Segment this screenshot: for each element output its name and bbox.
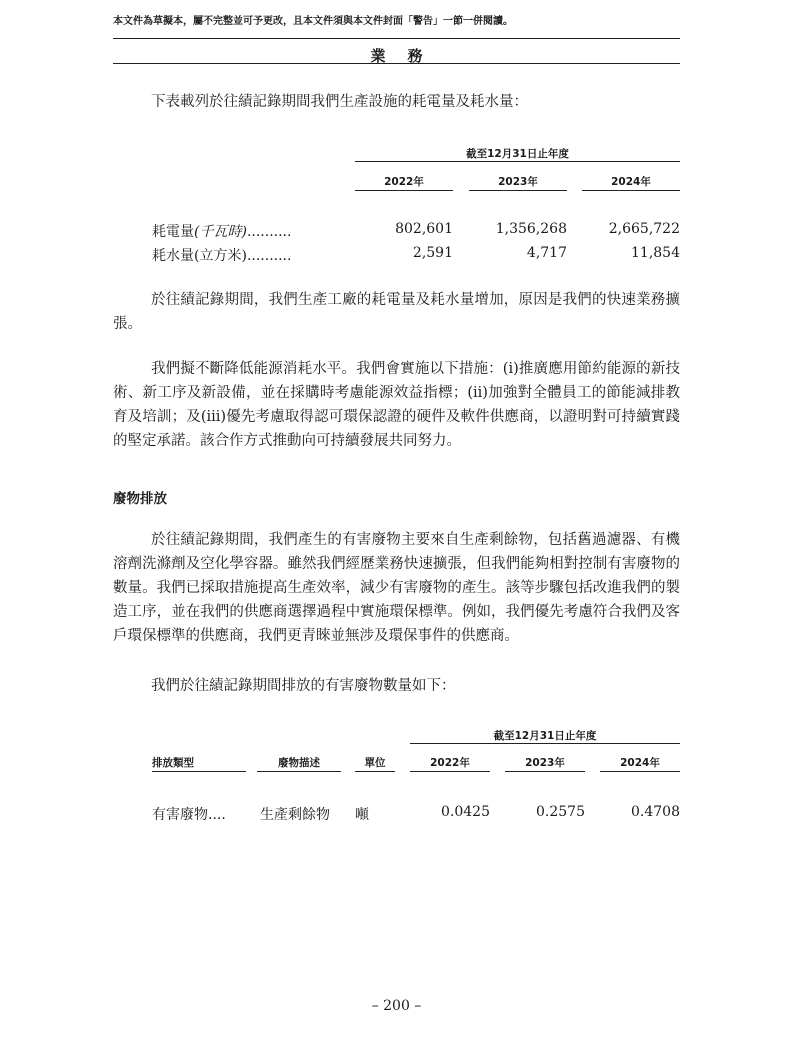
unit-value: 噸: [355, 807, 369, 823]
waste-heading: 廢物排放: [113, 491, 167, 507]
paragraph-energy-measures: 我們擬不斷降低能源消耗水平。我們會實施以下措施：(i)推廣應用節約能源的新技術、新工序及新設備，並在採購時考慮能源效益指標；(ii)加強對全體員工的節能減排教育及培訓；及(iii)優先考慮取得認可環保認證的硬件及軟件供應商，以證明對可持續實踐的堅定承諾。該合作方式推動向可持續發展共同努力。: [113, 361, 680, 449]
water-2022: 2,591: [412, 245, 453, 261]
page-number: – 200 –: [371, 998, 422, 1014]
waste-2024: 0.4708: [631, 804, 680, 820]
year-header-2022: 2022年: [384, 176, 424, 188]
year-rule-2024: [582, 190, 680, 191]
paragraph-consumption-increase: 於往績記錄期間，我們生產工廠的耗電量及耗水量增加，原因是我們的快速業務擴張。: [113, 292, 680, 332]
consumption-intro: 下表載列於往績記錄期間我們生產設施的耗電量及耗水量：: [151, 94, 528, 110]
draft-warning: 本文件為草擬本，屬不完整並可予更改，且本文件須與本文件封面「警告」一節一併閱讀。: [113, 16, 513, 27]
year-header-2024: 2024年: [611, 176, 651, 188]
rule-emission-type: [152, 771, 246, 772]
consumption-caption: 截至12月31日止年度: [466, 148, 569, 160]
emission-type-value: 有害廢物: [152, 807, 208, 823]
header-rule-top: [113, 38, 680, 39]
waste-2022: 0.0425: [441, 804, 490, 820]
row-unit-water: (立方米): [194, 248, 247, 264]
header-2022: 2022年: [430, 757, 470, 769]
rule-unit: [355, 771, 395, 772]
row-label-water: 耗水量: [152, 248, 194, 264]
year-header-2023: 2023年: [498, 176, 538, 188]
header-waste-description: 廢物描述: [278, 757, 320, 769]
water-2024: 11,854: [631, 245, 680, 261]
row-emission-type: [152, 804, 226, 824]
paragraph-hazardous-waste: 於往績記錄期間，我們產生的有害廢物主要來自生產剩餘物，包括舊過濾器、有機溶劑洗滌劑及空化學容器。雖然我們經歷業務快速擴張，但我們能夠相對控制有害廢物的數量。我們已採取措施提高生產效率，減少有害廢物的產生。該等步驟包括改進我們的製造工序，並在我們的供應商選擇過程中實施環保標準。例如，我們優先考慮符合我們及客戶環保標準的供應商，我們更青睞並無涉及環保事件的供應商。: [113, 532, 680, 644]
header-2023: 2023年: [525, 757, 565, 769]
electricity-2024: 2,665,722: [608, 221, 680, 237]
table-row-label: [152, 221, 291, 241]
row-unit-electricity: (千瓦時): [194, 224, 247, 240]
waste-2023: 0.2575: [536, 804, 585, 820]
rule-2022: [410, 771, 490, 772]
rule-2024: [600, 771, 680, 772]
electricity-2022: 802,601: [395, 221, 453, 237]
year-rule-2022: [355, 190, 453, 191]
paragraph-waste-intro: 我們於往績記錄期間排放的有害廢物數量如下：: [151, 678, 456, 694]
row-dots: ..........: [246, 224, 292, 240]
year-rule-2023: [469, 190, 567, 191]
header-emission-type: 排放類型: [152, 757, 194, 769]
header-2024: 2024年: [620, 757, 660, 769]
rule-2023: [505, 771, 585, 772]
rule-waste-description: [257, 771, 341, 772]
water-2023: 4,717: [526, 245, 567, 261]
electricity-2023: 1,356,268: [495, 221, 567, 237]
row-dots: ....: [208, 807, 226, 823]
caption-rule: [355, 161, 680, 162]
section-title: 業務: [370, 47, 445, 65]
table-row-label: [152, 245, 291, 265]
waste-description-value: 生產剩餘物: [260, 807, 330, 823]
waste-caption-rule: [410, 743, 680, 744]
row-dots: ..........: [246, 248, 292, 264]
header-rule-bottom: [113, 63, 680, 64]
waste-caption: 截至12月31日止年度: [493, 730, 597, 742]
row-label-electricity: 耗電量: [152, 224, 194, 240]
header-unit: 單位: [364, 757, 386, 769]
